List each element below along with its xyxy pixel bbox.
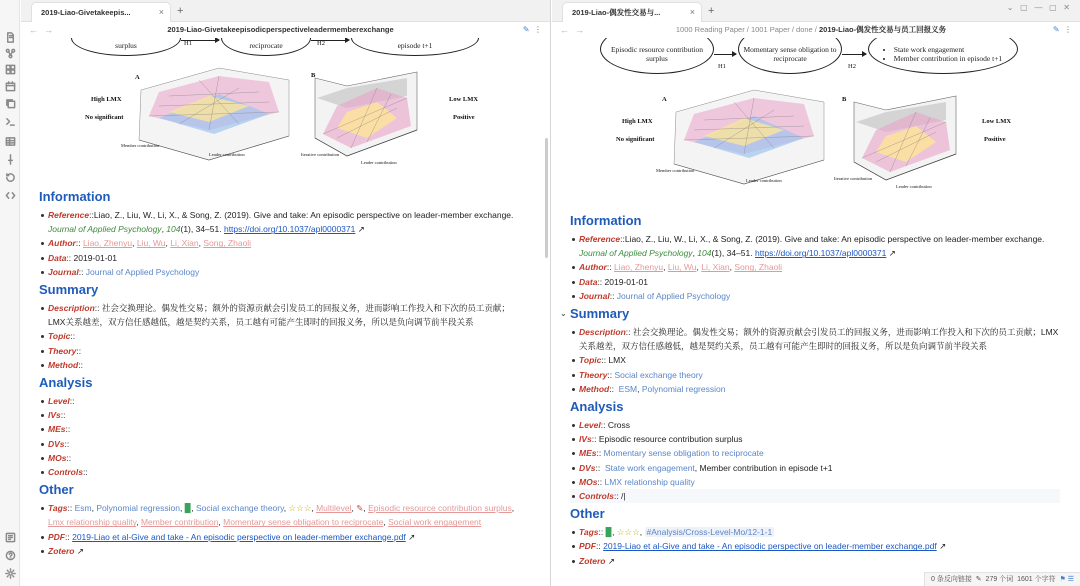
tab-label: 2019-Liao-Givetakeepis... xyxy=(41,8,131,17)
view-actions xyxy=(1053,22,1072,38)
field-theory: Theory:: Social exchange theory xyxy=(570,368,1060,382)
right-editor-pane xyxy=(552,0,1080,586)
breadcrumb: 1000 Reading Paper / 1001 Paper / done / 2019-Liao-偶发性交易与员工回报义务 xyxy=(675,25,947,34)
view-actions xyxy=(523,22,542,38)
breadcrumb-item[interactable]: done xyxy=(796,25,813,34)
field-ivs: IVs:: Episodic resource contribution surplus xyxy=(570,432,1060,446)
table-icon[interactable] xyxy=(2,134,18,148)
field-reference: Reference::Liao, Z., Liu, W., Li, X., & Song, Z. (2019). Give and take: An episodic perspective on leader-member exchange. Journal of Applied Psychology, 104(1), 34–51. https://doi.org/10.1037/apl0000371 ↗ xyxy=(39,208,519,236)
plot-a-high-label: High LMX xyxy=(622,118,653,125)
note-content[interactable] xyxy=(552,38,1080,586)
close-window-icon[interactable]: ✕ xyxy=(1063,3,1070,12)
field-zotero: Zotero ↗ xyxy=(570,554,1060,568)
diagram-label-h1: H1 xyxy=(184,40,192,47)
diagram-node-left: Episodic resource contribution surplus xyxy=(600,38,714,74)
minimize-icon[interactable]: — xyxy=(1034,3,1043,12)
chevron-down-icon[interactable]: ⌄ xyxy=(560,309,567,319)
pin-icon[interactable] xyxy=(2,152,18,166)
char-count: 1601 个字符 xyxy=(1017,576,1056,583)
question-icon[interactable] xyxy=(2,548,18,562)
settings-icon[interactable] xyxy=(2,566,18,580)
heading-other: Other xyxy=(39,482,74,498)
stars-icon: ☆☆☆ xyxy=(288,503,312,514)
author-link[interactable]: Liao, Zhenyu xyxy=(82,238,133,249)
plot-a-high-label: High LMX xyxy=(91,96,122,103)
new-tab-button[interactable]: + xyxy=(177,5,184,17)
plot-b-axis-leader: Leader contribution xyxy=(361,160,397,165)
field-author: Author:: Liao, Zhenyu, Liu, Wu, Li, Xian, Song, Zhaoli xyxy=(570,260,1060,274)
plot-a-none-label: No significant xyxy=(616,136,655,143)
tab-bar xyxy=(552,0,1080,22)
text-cursor: /| xyxy=(621,491,626,502)
plot-b-low-label: Low LMX xyxy=(982,118,1012,125)
note-title[interactable]: 2019-Liao-偶发性交易与员工回报义务 xyxy=(818,25,947,34)
author-link[interactable]: Li, Xian xyxy=(701,262,730,273)
field-pdf: PDF:: 2019-Liao et al-Give and take - An episodic perspective on leader-member exchange.pdf ↗ xyxy=(570,539,1060,553)
plot-b-axis-iterative: Iterative contribution xyxy=(834,176,873,181)
plot-b-positive-label: Positive xyxy=(453,114,475,121)
book-icon: ▉ xyxy=(184,503,192,514)
edit-icon: ✎ xyxy=(975,576,982,583)
heading-other: Other xyxy=(570,506,605,522)
plot-a-axis-member: Member contribution xyxy=(656,168,695,173)
grid-icon[interactable] xyxy=(2,62,18,76)
tab-note-left[interactable] xyxy=(31,2,171,22)
history-icon[interactable] xyxy=(2,170,18,184)
tag[interactable]: #Analysis/Cross-Level-Mo/12-1-1 xyxy=(646,527,773,538)
pdf-link[interactable]: 2019-Liao et al-Give and take - An episodic perspective on leader-member exchange.pdf xyxy=(603,541,937,552)
plot-a-surface xyxy=(664,88,834,188)
stars-icon: ☆☆☆ xyxy=(616,527,640,538)
doi-link[interactable]: https://doi.org/10.1037/apl0000371 xyxy=(754,248,887,259)
field-mos: MOs:: LMX relationship quality xyxy=(570,475,1060,489)
field-journal: Journal:: Journal of Applied Psychology xyxy=(39,265,519,279)
field-topic: Topic:: LMX xyxy=(570,353,1060,367)
book-icon: ▉ xyxy=(605,527,613,538)
field-dvs: DVs:: State work engagement, Member contribution in episode t+1 xyxy=(570,461,1060,475)
field-mos: MOs:: xyxy=(39,451,519,465)
heading-summary: Summary xyxy=(39,282,99,298)
external-link-icon: ↗ xyxy=(939,541,947,552)
word-count: 279 个词 xyxy=(985,576,1014,583)
backlinks-count[interactable]: 0 条反向链接 xyxy=(931,576,972,583)
external-link-icon: ↗ xyxy=(888,248,896,259)
plot-a-axis-member: Member contribution xyxy=(121,143,160,148)
heading-summary[interactable]: ⌄ Summary xyxy=(560,306,630,322)
external-link-icon: ↗ xyxy=(357,224,365,235)
field-level: Level:: xyxy=(39,394,519,408)
field-journal: Journal:: Journal of Applied Psychology xyxy=(570,289,1060,303)
external-link-icon: ↗ xyxy=(76,545,84,556)
field-ivs: IVs:: xyxy=(39,408,519,422)
note-title[interactable]: 2019-Liao-Givetakeepisodicperspectiveleadermemberexchange xyxy=(167,25,394,34)
field-mes: MEs:: Momentary sense obligation to reciprocate xyxy=(570,446,1060,460)
field-tags: Tags:: ▉, ☆☆☆, #Analysis/Cross-Level-Mo/12-1-1 xyxy=(570,525,1060,539)
diagram-node-mid: reciprocate xyxy=(221,38,311,56)
plot-b-letter: B xyxy=(842,96,847,103)
plot-a-axis-leader: Leader contribution xyxy=(209,152,245,157)
field-method: Method:: ESM, Polynomial regression xyxy=(570,382,1060,396)
author-link[interactable]: Liao, Zhenyu xyxy=(613,262,664,273)
field-topic: Topic:: xyxy=(39,329,519,343)
graph-icon[interactable] xyxy=(2,46,18,60)
nav-back-forward-icons[interactable]: ←→ xyxy=(560,25,590,35)
author-link[interactable]: Liu, Wu xyxy=(667,262,697,273)
field-level: Level:: Cross xyxy=(570,418,1060,432)
external-link-icon: ↗ xyxy=(408,531,416,542)
tab-label: 2019-Liao-偶发性交易与... xyxy=(572,8,661,17)
plot-b-letter: B xyxy=(311,72,316,79)
close-icon[interactable]: × xyxy=(158,7,164,17)
left-editor-pane xyxy=(21,0,551,586)
field-data: Data:: 2019-01-01 xyxy=(39,251,519,265)
field-controls[interactable]: Controls:: /| xyxy=(570,489,1060,503)
field-pdf: PDF:: 2019-Liao et al-Give and take - An episodic perspective on leader-member exchange.pdf ↗ xyxy=(39,530,519,544)
code-icon[interactable] xyxy=(2,188,18,202)
plot-b-surface xyxy=(846,92,966,188)
tab-note-right[interactable] xyxy=(562,2,702,22)
left-ribbon xyxy=(0,0,20,586)
plot-a-letter: A xyxy=(662,96,667,103)
scrollbar[interactable] xyxy=(545,138,548,258)
calendar-icon[interactable] xyxy=(2,79,18,93)
status-bar xyxy=(924,572,1080,586)
journal-link[interactable]: Journal of Applied Psychology xyxy=(85,266,200,277)
note-body xyxy=(560,210,1060,568)
help-icon[interactable] xyxy=(2,530,18,544)
plot-a-letter: A xyxy=(135,74,140,81)
doi-link[interactable]: https://doi.org/10.1037/apl0000371 xyxy=(223,224,356,235)
view-header xyxy=(552,22,1080,38)
chevron-down-icon[interactable]: ⌄ xyxy=(1006,3,1014,12)
diagram-node-right: • State work engagement • Member contribution in episode t+1 xyxy=(868,38,1018,74)
field-description: Description:: 社会交换理论。偶发性交易；额外的资源贡献会引发员工的回报义务，进而影响工作投入和下次的员工贡献；LMX关系越差，双方信任感越低，越是契约关系，员工越有可能产生即时的回报义务，所以是负向调节前半段关系 xyxy=(39,301,519,329)
diagram-arrow xyxy=(842,54,866,55)
diagram-node-left: surplus xyxy=(71,38,181,56)
edit-icon[interactable]: ✎ xyxy=(522,25,530,34)
breadcrumb-item[interactable]: 1001 Paper xyxy=(750,25,790,34)
list-icon[interactable]: ☰ xyxy=(1067,576,1074,583)
view-header xyxy=(21,22,550,38)
plot-b-axis-leader: Leader contribution xyxy=(896,184,932,189)
pin-icon: ✎ xyxy=(356,503,364,514)
new-tab-button[interactable]: + xyxy=(708,5,715,17)
field-author: Author:: Liao, Zhenyu, Liu, Wu, Li, Xian, Song, Zhaoli xyxy=(39,236,519,250)
diagram-node-mid: Momentary sense obligation to reciprocate xyxy=(738,38,842,74)
heading-information: Information xyxy=(39,189,111,204)
terminal-icon[interactable] xyxy=(2,114,18,128)
plot-b-surface xyxy=(307,68,427,164)
author-link[interactable]: Liu, Wu xyxy=(136,238,166,249)
note-content[interactable] xyxy=(21,38,550,586)
edit-icon[interactable]: ✎ xyxy=(1052,25,1060,34)
field-description: Description:: 社会交换理论。偶发性交易；额外的资源贡献会引发员工的回报义务，进而影响工作投入和下次的员工贡献；LMX关系越差，双方信任感越低，越是契约关系，员工越有可能产生即时的回报义务，所以是负向调节前半段关系 xyxy=(570,325,1060,353)
pdf-link[interactable]: 2019-Liao et al-Give and take - An episodic perspective on leader-member exchange.pdf xyxy=(72,531,406,542)
nav-back-forward-icons[interactable]: ←→ xyxy=(29,25,59,35)
diagram-arrow xyxy=(714,54,736,55)
more-options-icon[interactable]: ⋮ xyxy=(1064,25,1072,34)
paper-figure xyxy=(21,38,541,188)
close-icon[interactable]: × xyxy=(689,7,695,17)
external-link-icon: ↗ xyxy=(607,555,615,566)
journal-link[interactable]: Journal of Applied Psychology xyxy=(616,290,731,301)
maximize-icon[interactable]: ▢ xyxy=(1049,3,1057,12)
plot-b-axis-iterative: Iterative contribution xyxy=(301,152,340,157)
plot-b-positive-label: Positive xyxy=(984,136,1006,143)
heading-information: Information xyxy=(570,213,642,228)
paper-figure xyxy=(552,38,1072,198)
files-icon[interactable] xyxy=(2,30,18,44)
plot-a-axis-leader: Leader contribution xyxy=(746,178,782,183)
diagram-label-h2: H2 xyxy=(317,40,325,47)
heading-analysis: Analysis xyxy=(570,399,624,415)
author-link[interactable]: Song, Zhaoli xyxy=(734,262,783,273)
breadcrumb-item[interactable]: 1000 Reading Paper xyxy=(675,25,745,34)
plot-a-none-label: No significant xyxy=(85,114,124,121)
field-theory: Theory:: xyxy=(39,344,519,358)
field-controls: Controls:: xyxy=(39,465,519,479)
field-zotero: Zotero ↗ xyxy=(39,544,519,558)
field-dvs: DVs:: xyxy=(39,437,519,451)
sidebar-toggle-icon[interactable]: ▢ xyxy=(1020,3,1028,12)
field-method: Method:: xyxy=(39,358,519,372)
tab-bar xyxy=(21,0,550,22)
heading-analysis: Analysis xyxy=(39,375,93,391)
sync-icon[interactable]: ⚑ xyxy=(1059,576,1066,583)
diagram-node-right: episode t+1 xyxy=(351,38,479,56)
copy-icon[interactable] xyxy=(2,96,18,110)
field-data: Data:: 2019-01-01 xyxy=(570,275,1060,289)
more-options-icon[interactable]: ⋮ xyxy=(534,25,542,34)
plot-b-low-label: Low LMX xyxy=(449,96,479,103)
note-body xyxy=(39,186,519,558)
diagram-label-h2: H2 xyxy=(848,63,856,70)
diagram-label-h1: H1 xyxy=(718,63,726,70)
field-tags: Tags:: Esm, Polynomial regression, ▉, Social exchange theory, ☆☆☆, Multilevel, ✎, Episodic resource contribution surplus, Lmx relationship quality, Member contribution, Momentary sense obligation to reciprocate, Social work engagement xyxy=(39,501,519,529)
field-reference: Reference::Liao, Z., Liu, W., Li, X., & Song, Z. (2019). Give and take: An episodic perspective on leader-member exchange. Journal of Applied Psychology, 104(1), 34–51. https://doi.org/10.1037/apl0000371 ↗ xyxy=(570,232,1060,260)
author-link[interactable]: Li, Xian xyxy=(170,238,199,249)
field-mes: MEs:: xyxy=(39,422,519,436)
window-controls xyxy=(1007,3,1070,12)
author-link[interactable]: Song, Zhaoli xyxy=(203,238,252,249)
